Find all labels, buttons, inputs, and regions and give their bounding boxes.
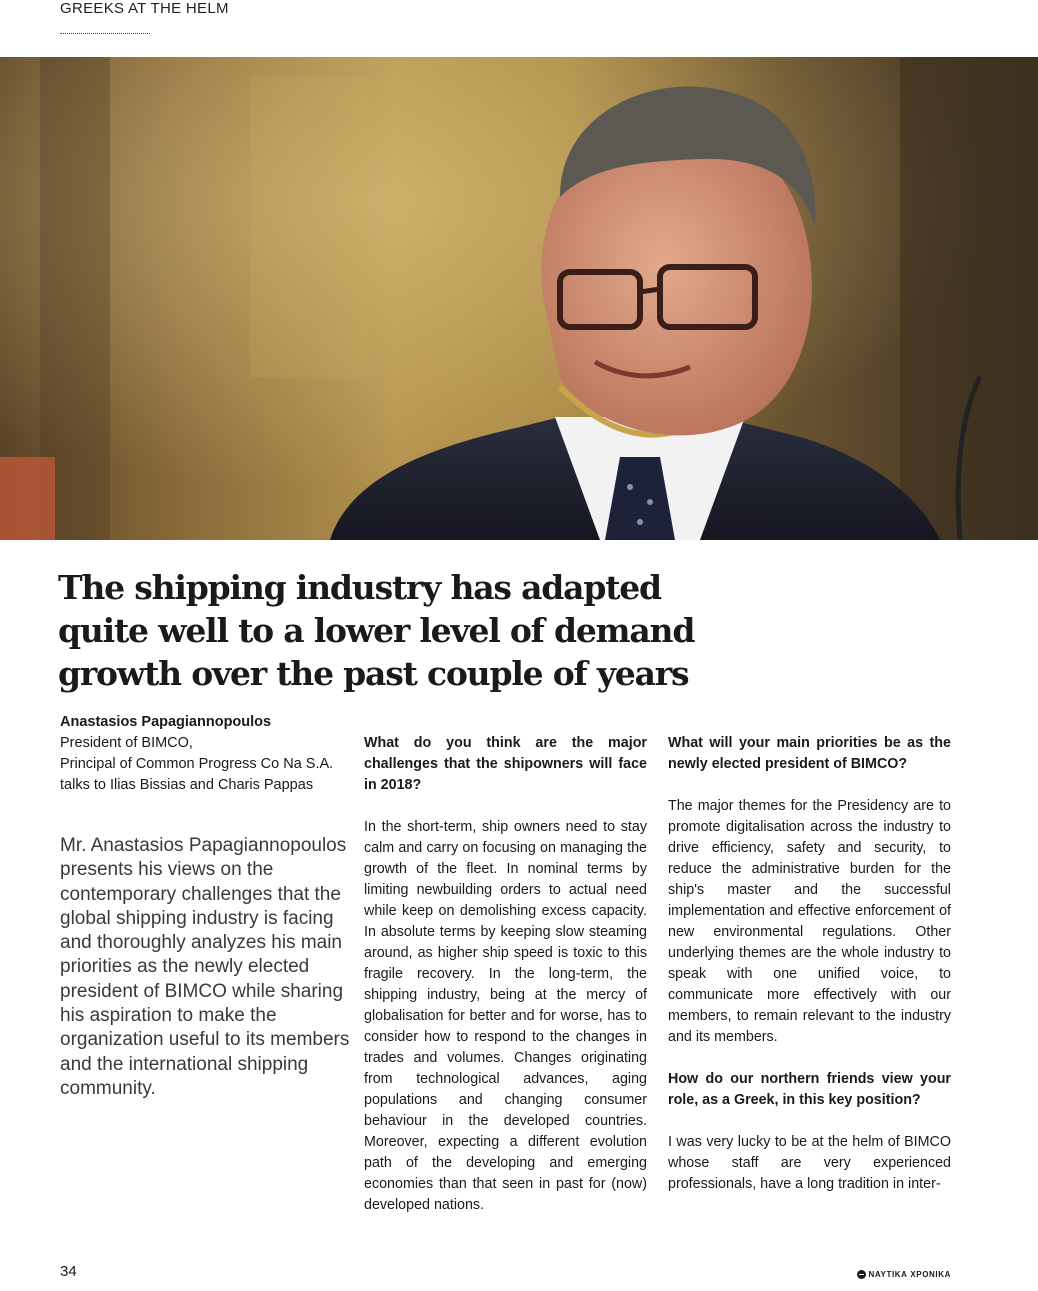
byline-company: Principal of Common Progress Co Na S.A. [60, 756, 334, 772]
portrait-photo [0, 57, 1038, 540]
answer-3: I was very lucky to be at the helm of BIMCO whose staff are very experienced professionals, have a long tradition in inter- [668, 1134, 951, 1192]
section-divider [60, 33, 150, 34]
question-2: What will your main priorities be as the newly elected president of BIMCO? [668, 735, 951, 772]
byline [60, 712, 360, 796]
brand-logo-icon [857, 1270, 866, 1279]
byline-title: President of BIMCO, [60, 735, 193, 751]
section-label: GREEKS AT THE HELM [60, 0, 229, 17]
answer-2: The major themes for the Presidency are to promote digitalisation across the industry to drive efficiency, safety and security, to reduce the administrative burden for the ship's master and the successful implementation and effective enforcement of new environmental regulations. Other underlying themes are the whole industry to speak with one unified voice, to communicate more effectively with our members, to remain relevant to the industry and its members. [668, 798, 951, 1045]
brand-name: ΝΑΥΤΙΚΑ ΧΡΟΝΙΚΑ [868, 1270, 951, 1279]
question-3: How do our northern friends view your role, as a Greek, in this key position? [668, 1071, 951, 1108]
article-column-3 [668, 733, 951, 1216]
intro-paragraph: Mr. Anastasios Papagiannopoulos presents his views on the contemporary challenges that the global shipping industry is facing and thoroughly analyzes his main priorities as the newly elected president of BIMCO while sharing his aspiration to make the organization useful to its members and the international shipping community. [60, 835, 350, 1099]
byline-name: Anastasios Papagiannopoulos [60, 714, 272, 730]
article-column-2 [364, 733, 647, 1237]
byline-interviewers: talks to Ilias Bissias and Charis Pappas [60, 777, 314, 793]
question-1: What do you think are the major challenges that the shipowners will face in 2018? [364, 735, 647, 793]
page-number: 34 [60, 1263, 77, 1280]
publication-brand [857, 1270, 952, 1279]
article-headline: The shipping industry has adapted quite well to a lower level of demand growth over the past couple of years [58, 568, 695, 693]
portrait-illustration [0, 57, 1038, 540]
answer-1: In the short-term, ship owners need to stay calm and carry on focusing on managing the growth of the fleet. In nominal terms by limiting newbuilding orders to actual need while keep on demolishing excess capacity. In absolute terms by keeping slow steaming around, as higher ship speed is toxic to this fragile recovery. In the long-term, the shipping industry, being at the mercy of globalisation for better and for worse, has to consider how to respond to the changes in trades and volumes. Changes originating from technological advances, aging populations and changing consumer behaviour in the developed countries. Moreover, expecting a different evolution path of the developing and emerging economies than that seen in past for (now) developed nations. [364, 819, 647, 1213]
